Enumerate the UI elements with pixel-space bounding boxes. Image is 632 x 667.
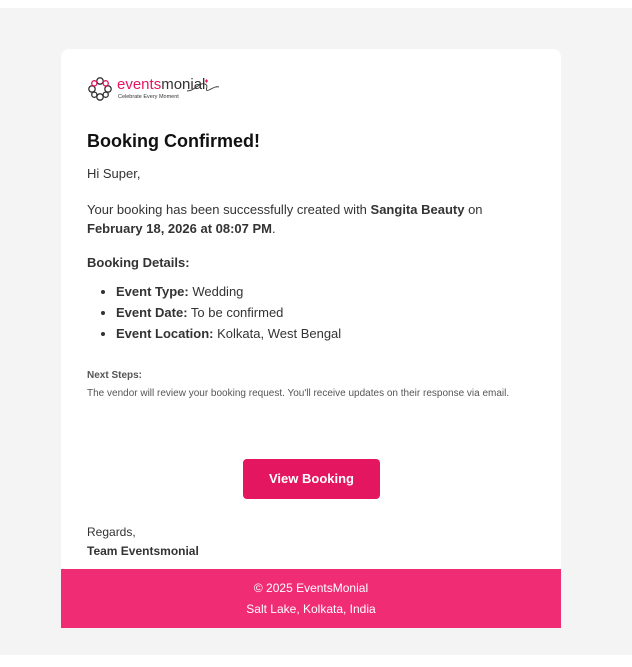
vendor-name: Sangita Beauty	[370, 202, 465, 217]
footer-copyright: © 2025 EventsMonial	[253, 581, 369, 595]
email-footer	[61, 569, 561, 628]
email-background	[0, 8, 632, 655]
detail-label: Event Location:	[116, 326, 214, 341]
detail-value: Wedding	[188, 284, 244, 299]
email-heading: Booking Confirmed!	[87, 131, 260, 151]
regards-text: Regards,	[87, 525, 136, 539]
message-suffix: .	[272, 221, 276, 236]
next-steps-title: Next Steps:	[87, 370, 143, 381]
next-steps-text: The vendor will review your booking request. You'll receive updates on their response via email.	[87, 388, 510, 399]
booking-details-list	[87, 281, 341, 344]
message-prefix: Your booking has been successfully created with	[87, 202, 371, 217]
email-card	[61, 49, 561, 628]
view-booking-button[interactable]: View Booking	[243, 459, 380, 499]
footer-address: Salt Lake, Kolkata, India	[246, 602, 376, 616]
booking-details-title: Booking Details:	[87, 255, 190, 270]
list-item	[116, 323, 341, 344]
booking-datetime: February 18, 2026 at 08:07 PM	[87, 221, 272, 236]
detail-value: Kolkata, West Bengal	[213, 326, 342, 341]
detail-label: Event Type:	[116, 284, 189, 299]
team-signature: Team Eventsmonial	[87, 544, 199, 558]
greeting: Hi Super,	[87, 166, 141, 181]
list-item	[116, 281, 341, 302]
brand-name-part2: monial	[161, 76, 206, 93]
confirmation-message	[87, 200, 537, 238]
brand-tagline: Celebrate Every Moment	[118, 94, 179, 100]
detail-label: Event Date:	[116, 305, 188, 320]
eventsmonial-logo[interactable]	[87, 74, 227, 104]
list-item	[116, 302, 341, 323]
brand-name-part1: events	[117, 76, 162, 93]
detail-value: To be confirmed	[187, 305, 284, 320]
message-mid: on	[464, 202, 483, 217]
swirl-decoration-icon	[185, 78, 221, 94]
flower-logo-icon	[87, 76, 113, 102]
